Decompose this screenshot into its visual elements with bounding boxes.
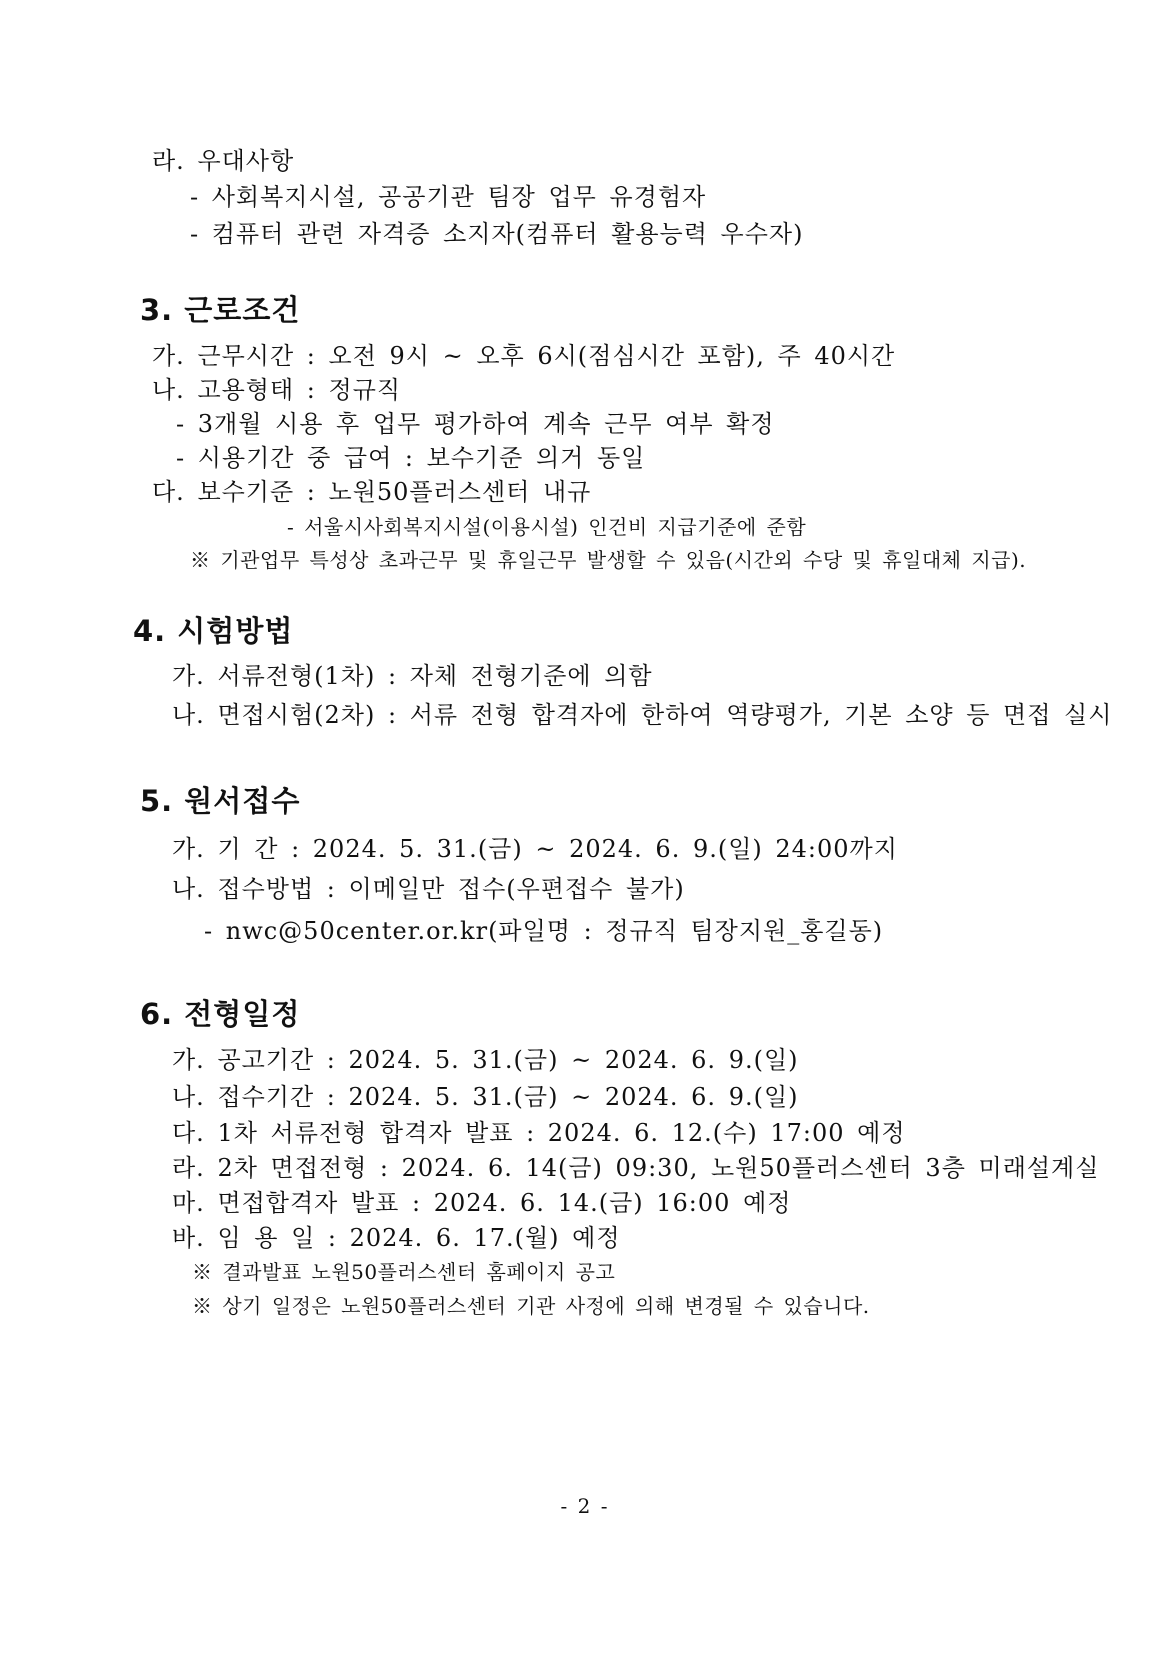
section-6-line: 라. 2차 면접전형 : 2024. 6. 14(금) 09:30, 노원50플러스센터 3층 미래설계실 <box>172 1154 1100 1182</box>
section-3-line: - 시용기간 중 급여 : 보수기준 의거 동일 <box>176 444 646 472</box>
section-3-line: - 3개월 시용 후 업무 평가하여 계속 근무 여부 확정 <box>176 410 775 438</box>
section-3-heading: 3. 근로조건 <box>140 293 301 327</box>
section-5-line: 가. 기 간 : 2024. 5. 31.(금) ~ 2024. 6. 9.(일) 24:00까지 <box>172 835 898 863</box>
section-6-note: ※ 결과발표 노원50플러스센터 홈페이지 공고 <box>192 1260 616 1284</box>
section-4-line: 나. 면접시험(2차) : 서류 전형 합격자에 한하여 역량평가, 기본 소양 등 면접 실시 <box>172 701 1113 729</box>
section-6-note: ※ 상기 일정은 노원50플러스센터 기관 사정에 의해 변경될 수 있습니다. <box>192 1294 870 1318</box>
section-3-line: - 서울시사회복지시설(이용시설) 인건비 지급기준에 준함 <box>287 515 807 539</box>
section-6-line: 마. 면접합격자 발표 : 2024. 6. 14.(금) 16:00 예정 <box>172 1189 792 1217</box>
section-4-line: 가. 서류전형(1차) : 자체 전형기준에 의함 <box>172 662 653 690</box>
page-number: - 2 - <box>560 1494 610 1518</box>
section-6-line: 나. 접수기간 : 2024. 5. 31.(금) ~ 2024. 6. 9.(일) <box>172 1083 799 1111</box>
section-ra-item: - 컴퓨터 관련 자격증 소지자(컴퓨터 활용능력 우수자) <box>190 220 804 248</box>
section-6-line: 다. 1차 서류전형 합격자 발표 : 2024. 6. 12.(수) 17:00 예정 <box>172 1119 906 1147</box>
section-6-line: 바. 임 용 일 : 2024. 6. 17.(월) 예정 <box>172 1224 621 1252</box>
section-6-heading: 6. 전형일정 <box>140 997 301 1031</box>
section-ra-title: 라. 우대사항 <box>152 147 295 175</box>
section-5-email: - nwc@50center.or.kr(파일명 : 정규직 팀장지원_홍길동) <box>204 917 884 945</box>
section-5-heading: 5. 원서접수 <box>140 784 301 818</box>
section-3-line: 가. 근무시간 : 오전 9시 ~ 오후 6시(점심시간 포함), 주 40시간 <box>152 342 896 370</box>
section-6-line: 가. 공고기간 : 2024. 5. 31.(금) ~ 2024. 6. 9.(일) <box>172 1046 799 1074</box>
section-3-line: 나. 고용형태 : 정규직 <box>152 376 402 404</box>
section-4-heading: 4. 시험방법 <box>133 614 294 648</box>
section-3-note: ※ 기관업무 특성상 초과근무 및 휴일근무 발생할 수 있음(시간외 수당 및 휴일대체 지급). <box>190 548 1027 572</box>
section-3-line: 다. 보수기준 : 노원50플러스센터 내규 <box>152 478 592 506</box>
section-ra-item: - 사회복지시설, 공공기관 팀장 업무 유경험자 <box>190 183 707 211</box>
section-5-line: 나. 접수방법 : 이메일만 접수(우편접수 불가) <box>172 875 685 903</box>
